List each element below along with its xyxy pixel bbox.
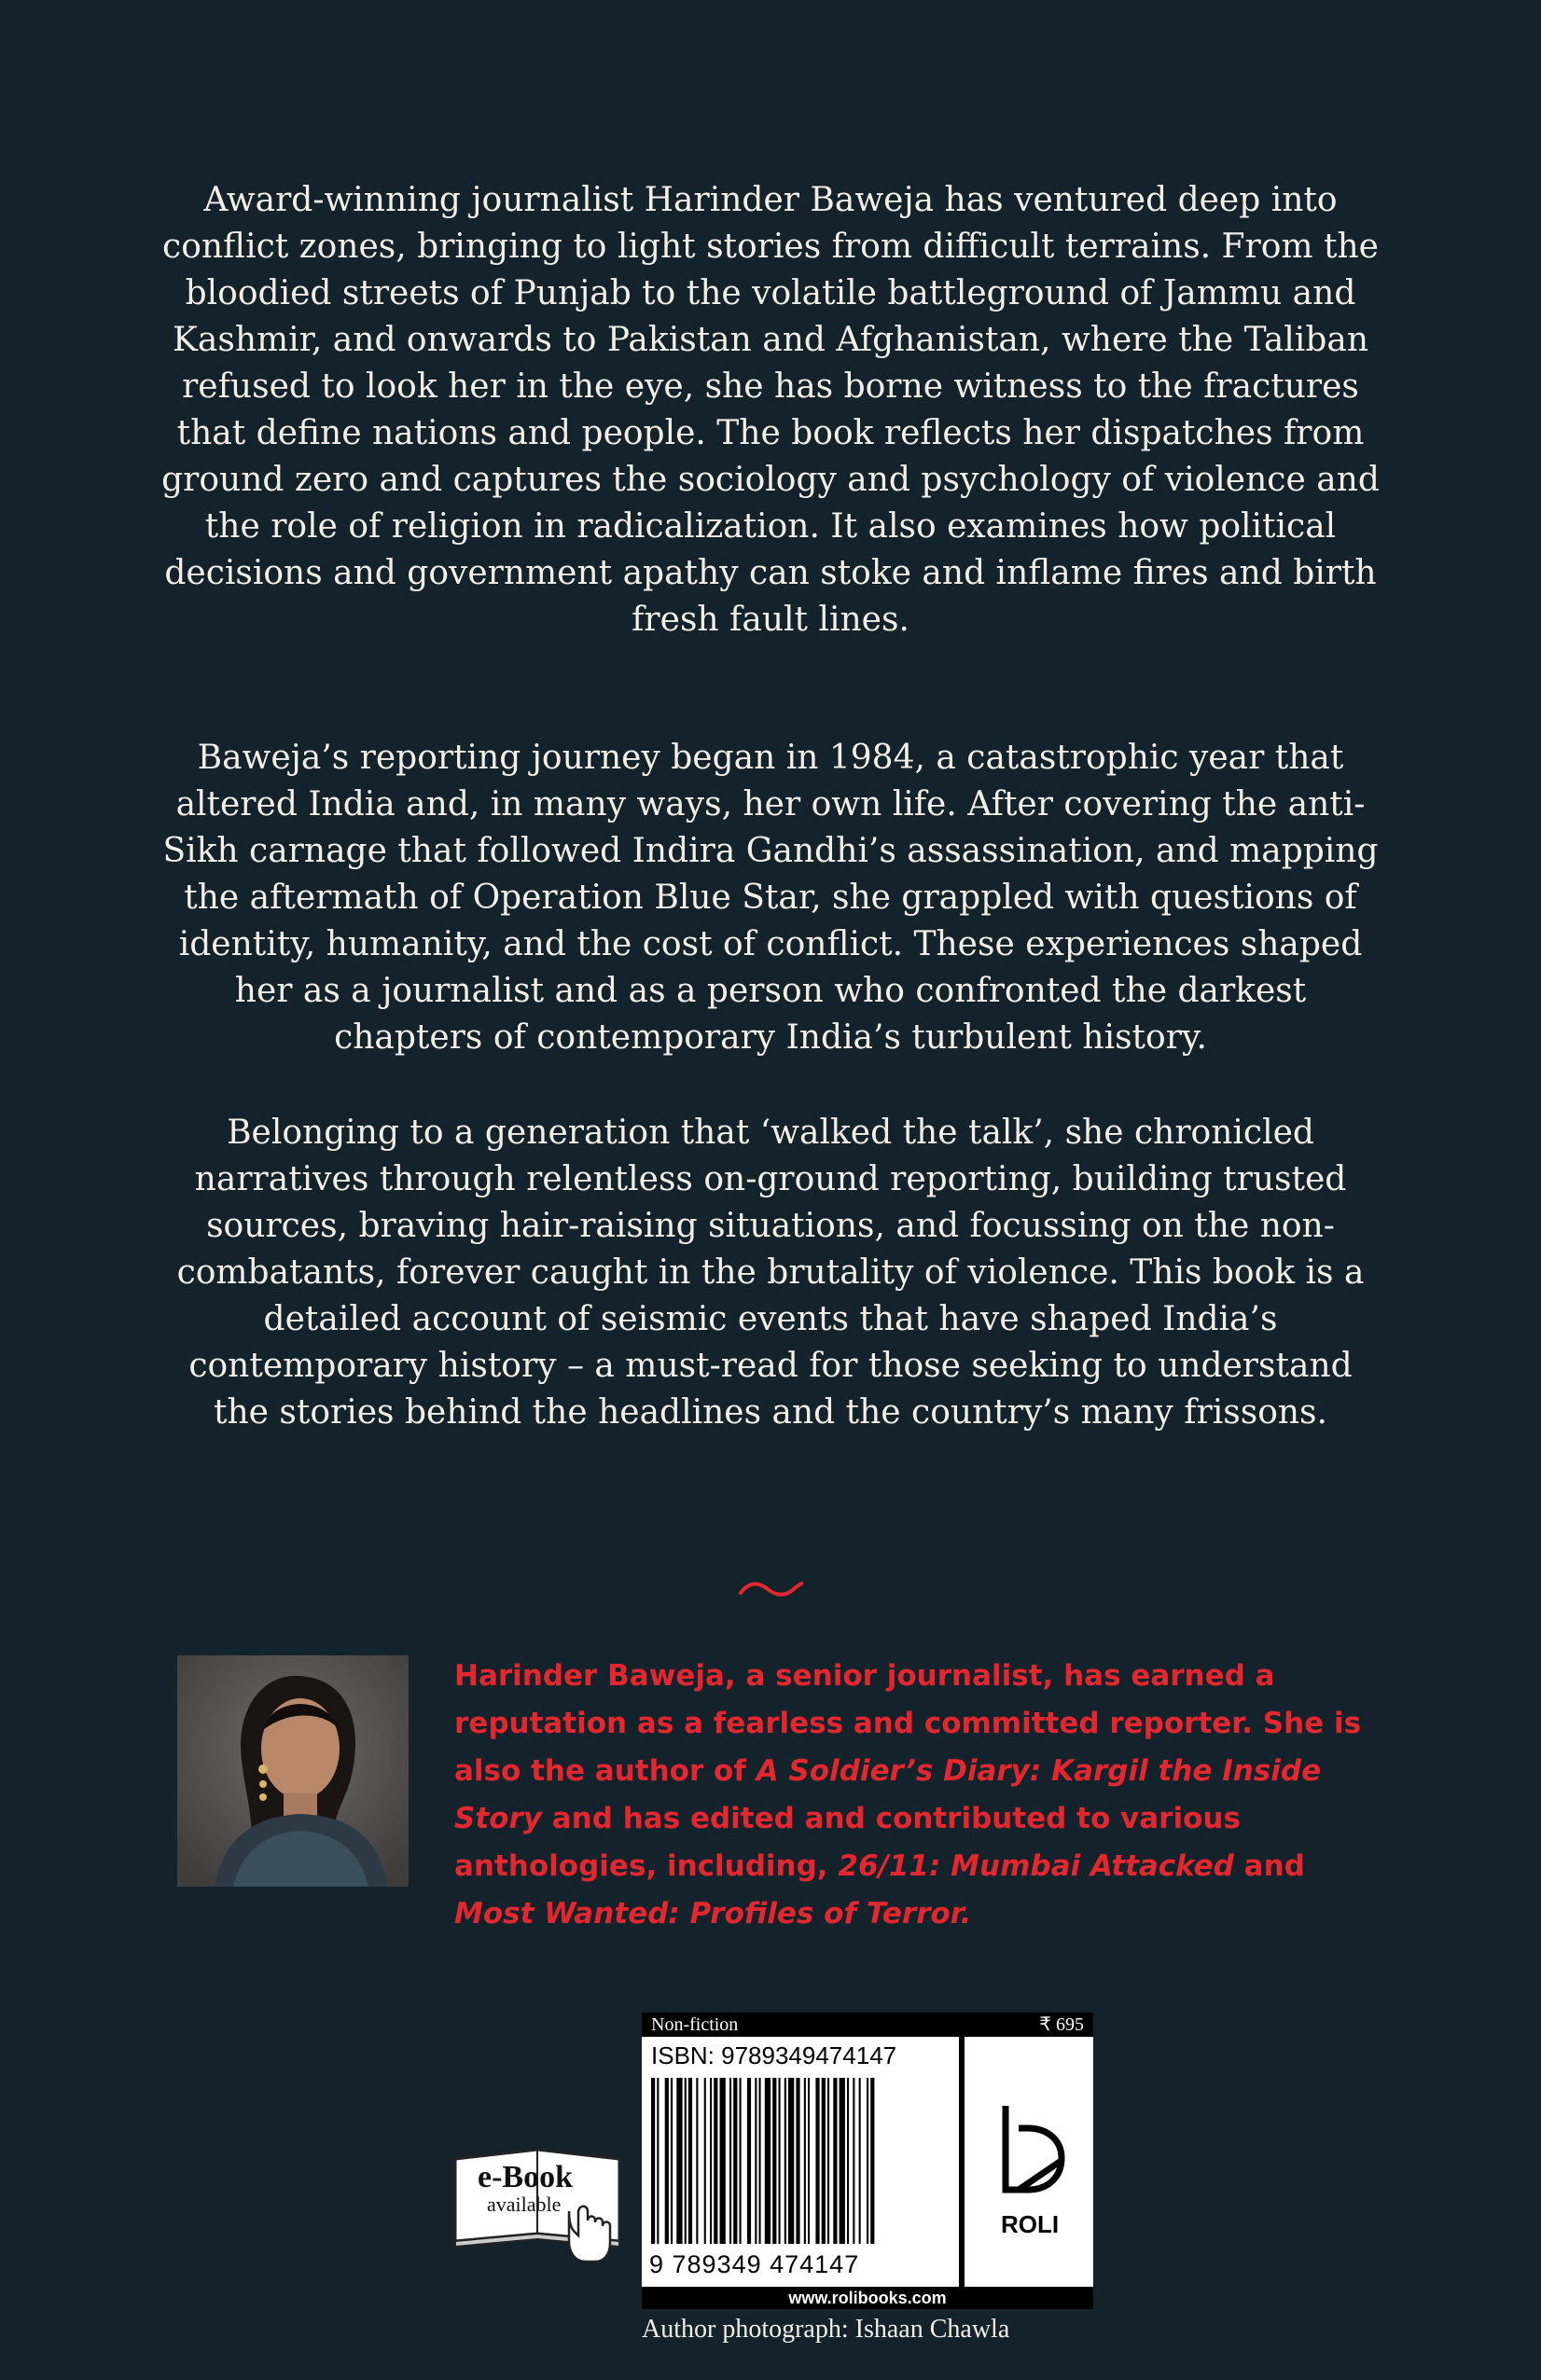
- barcode-stripe: [657, 2078, 659, 2244]
- barcode-stripe: [788, 2078, 794, 2244]
- barcode-stripe: [685, 2078, 687, 2244]
- blurb-paragraph-1: Award-winning journalist Harinder Baweja has ventured deep into conflict zones, bringing to light stories from difficult terrains. From the bloodied streets of Punjab to the volatile battleground of Jammu and Kashmir, and onwards to Pakistan and Afghanistan, where the Taliban refused to look her in the eye, she has borne witness to the fractures that define nations and people. The book reflects her dispatches from ground zero and captures the sociology and psychology of violence and the role of religion in radicalization. It also examines how political decisions and government apathy can stoke and inflame fires and birth fresh fault lines.: [161, 181, 1380, 639]
- barcode-stripe: [808, 2078, 810, 2244]
- author-photo: [177, 1655, 409, 1887]
- barcode-stripe: [747, 2078, 751, 2244]
- barcode-stripe: [804, 2078, 806, 2244]
- author-bio: [454, 1653, 1387, 1938]
- barcode-stripe: [765, 2078, 770, 2244]
- isbn-label: ISBN: 9789349474147: [651, 2041, 897, 2069]
- barcode-stripe: [729, 2078, 731, 2244]
- ebook-label: e-Book: [478, 2160, 573, 2194]
- book-category: Non-fiction: [651, 2014, 739, 2035]
- barcode-stripe: [733, 2078, 737, 2244]
- barcode-stripe: [867, 2078, 868, 2244]
- barcode-stripe: [665, 2078, 669, 2244]
- barcode-stripe: [870, 2078, 874, 2244]
- barcode-bars: [651, 2078, 948, 2244]
- barcode-stripe: [847, 2078, 849, 2244]
- barcode-stripe: [796, 2078, 799, 2244]
- ebook-available-badge: [450, 2122, 625, 2267]
- barcode-stripe: [815, 2078, 819, 2244]
- barcode-stripe: [676, 2078, 682, 2244]
- barcode-stripe: [714, 2078, 717, 2244]
- barcode-stripe: [688, 2078, 692, 2244]
- barcode-stripe: [740, 2078, 742, 2244]
- barcode-stripe: [784, 2078, 786, 2244]
- author-bio-text-1: Harinder Baweja, a senior journalist, has earned a reputation as a fearless and committed reporter. She is also the author of: [454, 1659, 1362, 1788]
- barcode-divider: [959, 2037, 965, 2287]
- barcode-stripe: [651, 2078, 655, 2244]
- barcode-stripe: [710, 2078, 712, 2244]
- photo-credit: Author photograph: Ishaan Chawla: [642, 2315, 1010, 2344]
- barcode-stripe: [827, 2078, 829, 2244]
- barcode-stripe: [840, 2078, 845, 2244]
- book-title-mumbai-attacked: 26/11: Mumbai Attacked: [838, 1849, 1234, 1883]
- barcode-stripe: [720, 2078, 726, 2244]
- book-price: ₹ 695: [1039, 2014, 1084, 2035]
- barcode-stripe: [853, 2078, 854, 2244]
- barcode-stripe: [671, 2078, 673, 2244]
- barcode-stripe: [759, 2078, 761, 2244]
- barcode-stripe: [755, 2078, 757, 2244]
- barcode-top-bar: [642, 2013, 1093, 2037]
- barcode-stripe: [859, 2078, 861, 2244]
- author-bio-text-3: and: [1233, 1849, 1305, 1883]
- blurb-paragraph-2: Baweja’s reporting journey began in 1984, a catastrophic year that altered India and, in many ways, her own life. After covering the anti-Sikh carnage that followed Indira Gandhi’s assassination, and mapping the aftermath of Operation Blue Star, she grappled with questions of identity, humanity, and the cost of conflict. These experiences shaped her as a journalist and as a person who confronted the darkest chapters of contemporary India’s turbulent history.: [162, 739, 1379, 1057]
- publisher-name: ROLI: [1000, 2210, 1060, 2238]
- barcode-stripe: [772, 2078, 776, 2244]
- blurb-paragraph-3: Belonging to a generation that ‘walked the talk’, she chronicled narratives through relentless on-ground reporting, building trusted sources, braving hair-raising situations, and focussing on the non-combatants, forever caught in the brutality of violence. This book is a detailed account of seismic events that have shaped India’s contemporary history – a must-read for those seeking to understand the stories behind the headlines and the country’s many frissons.: [176, 1114, 1365, 1432]
- barcode-block: [642, 2013, 1093, 2309]
- barcode-stripe: [779, 2078, 781, 2244]
- barcode-stripe: [704, 2078, 706, 2244]
- ebook-available-label: available: [487, 2193, 562, 2216]
- author-bio-text-2: and has edited and contributed to various anthologies, including,: [454, 1802, 1241, 1883]
- barcode-stripe: [822, 2078, 826, 2244]
- roli-logo-icon: [978, 2050, 1082, 2283]
- swash-ornament-icon: [738, 1578, 805, 1600]
- book-title-most-wanted: Most Wanted: Profiles of Terror.: [454, 1897, 972, 1930]
- book-title-soldiers-diary: A Soldier’s Diary: Kargil the Inside Story: [454, 1754, 1322, 1835]
- barcode-stripe: [833, 2078, 837, 2244]
- barcode-stripe: [696, 2078, 698, 2244]
- barcode-digits: 9 789349 474147: [649, 2250, 860, 2278]
- publisher-website: www.rolibooks.com: [642, 2287, 1093, 2309]
